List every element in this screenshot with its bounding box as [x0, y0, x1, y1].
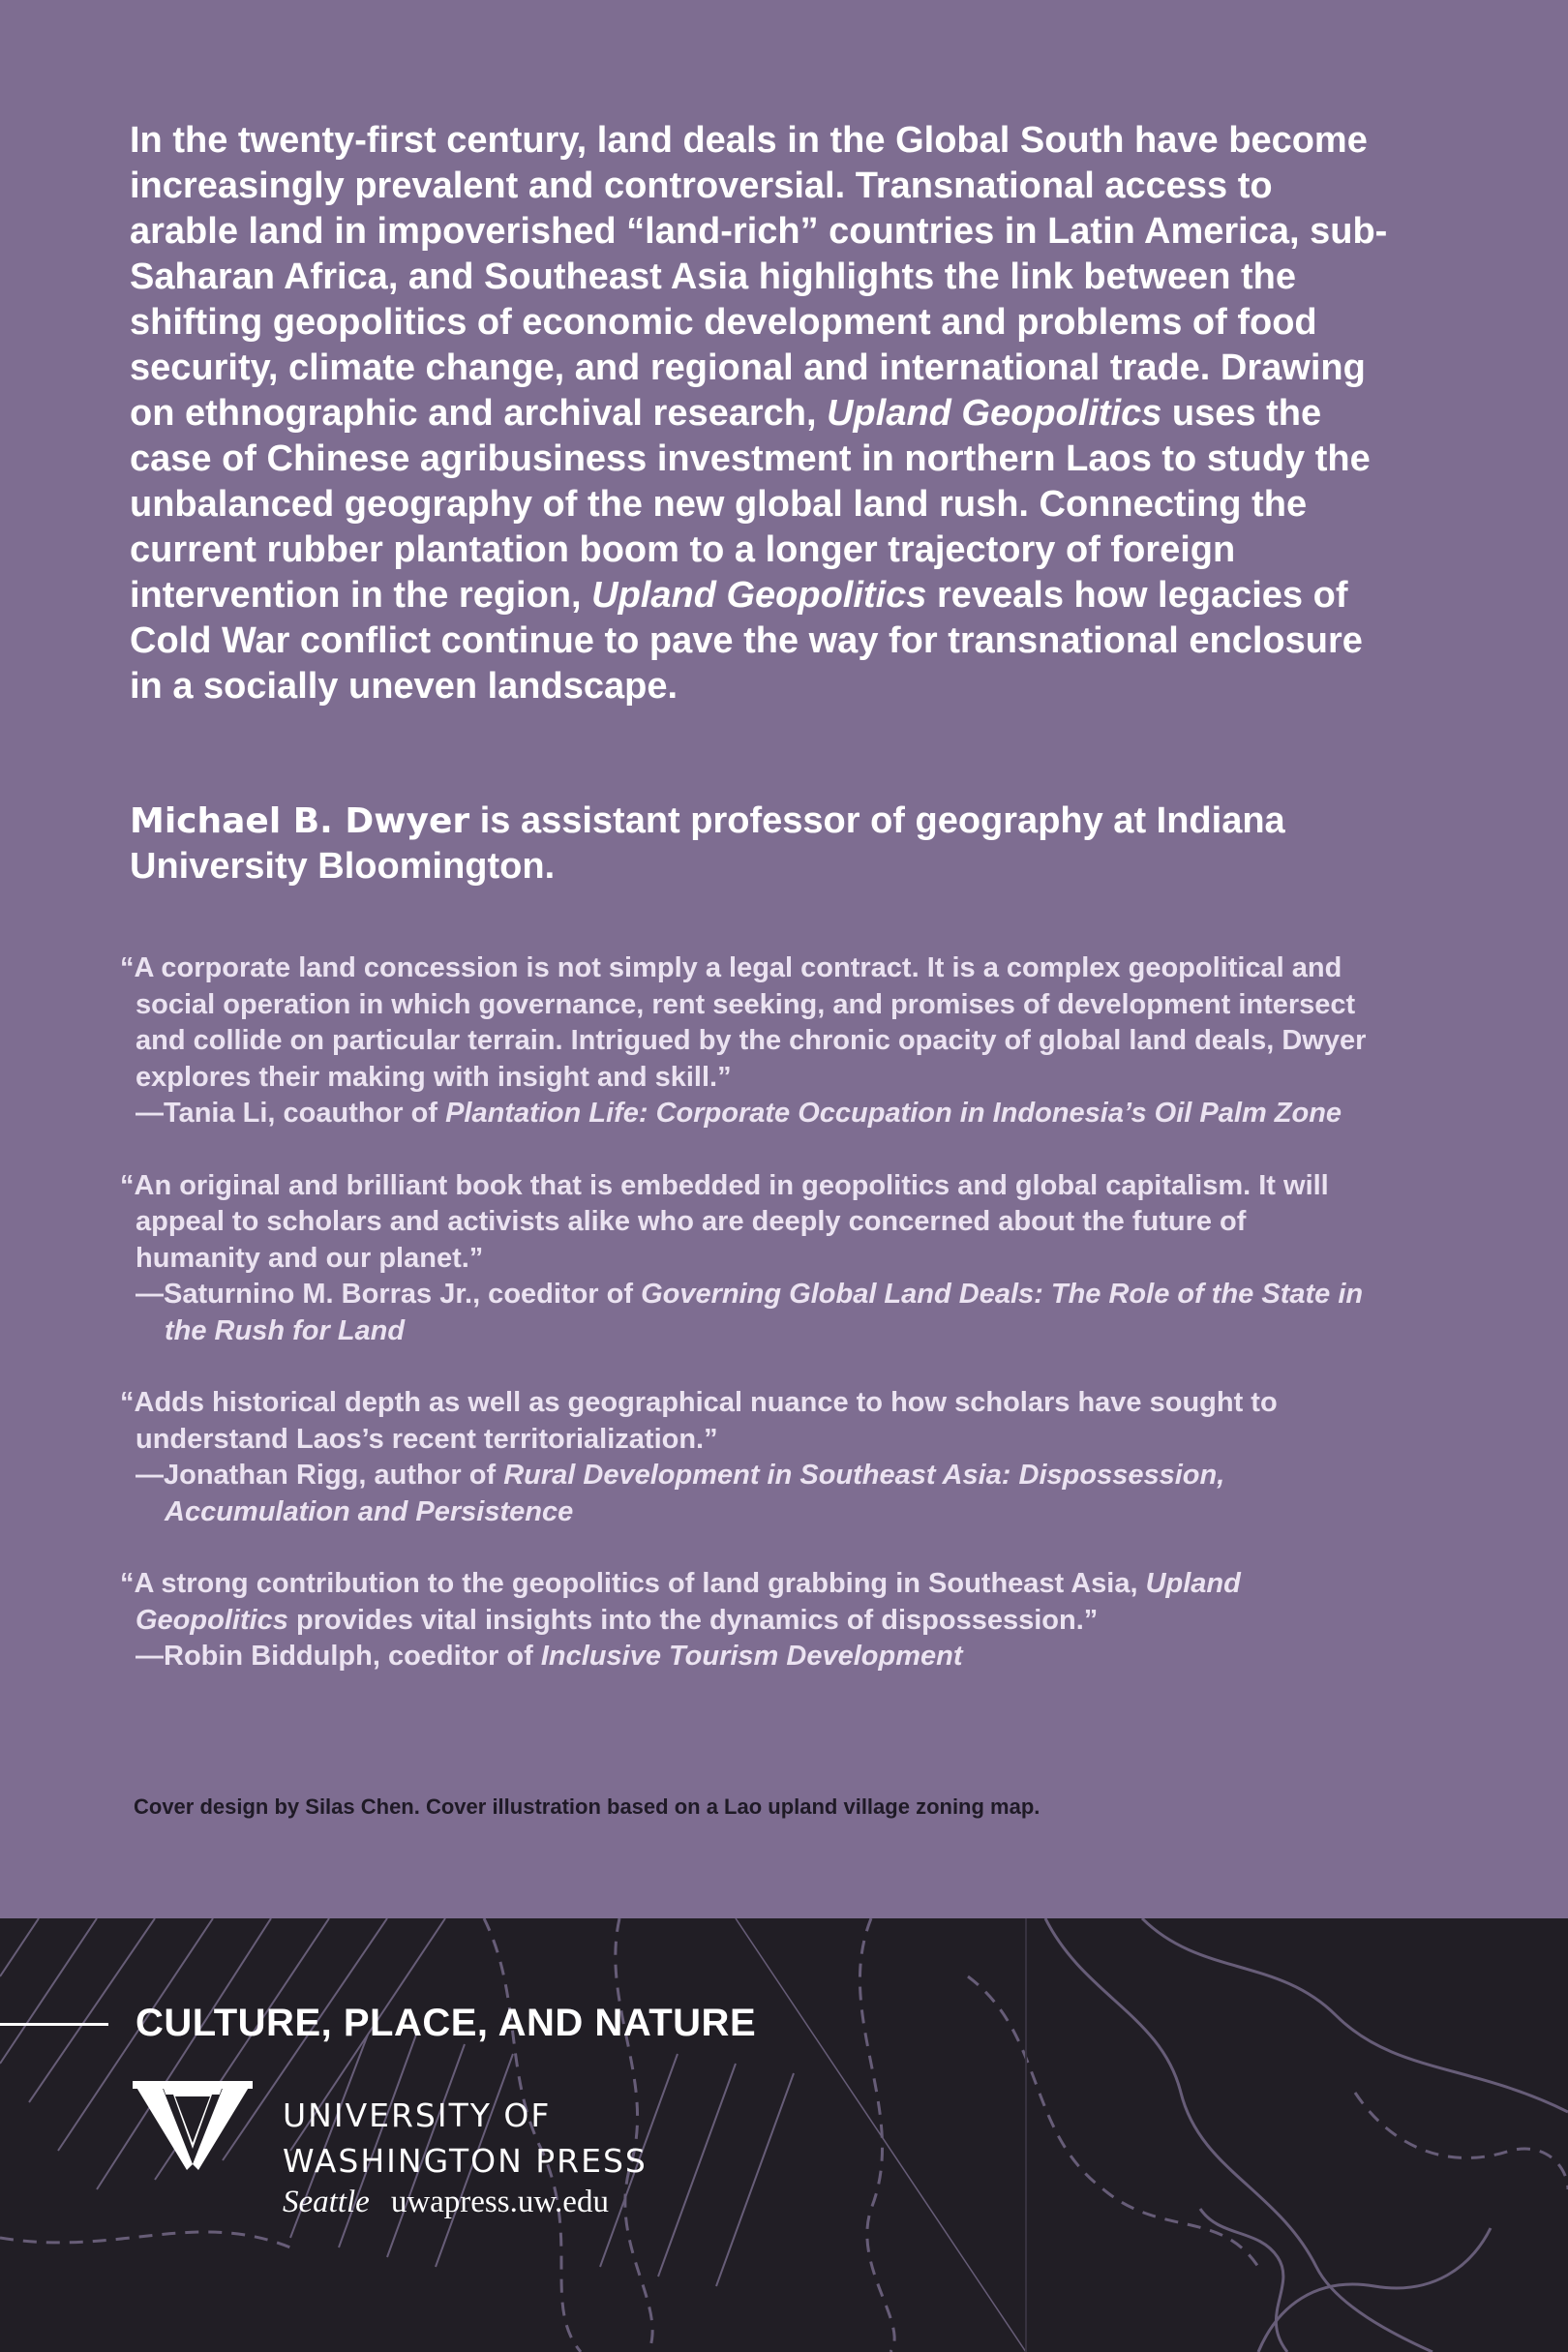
cover-credit: Cover design by Silas Chen. Cover illustration based on a Lao upland village zoning map. [134, 1794, 1040, 1819]
uw-press-logo-icon [133, 2081, 253, 2170]
author-bio-text: is assistant professor of geography at Indiana University Bloomington. [130, 800, 1285, 887]
quote-author: —Robin Biddulph, coeditor of [136, 1641, 541, 1672]
quote-text: “A corporate land concession is not simply a legal contract. It is a complex geopolitical and social operation in which governance, rent seeking, and promises of development intersect and collide on particular terrain. Intrigued by the chronic opacity of global land deals, Dwyer explores their making with insight and skill.” [120, 952, 1367, 1093]
description-text: In the twenty-first century, land deals in the Global South have become increasingly prevalent and controversial. Transnational access to arable land in impoverished “land-rich” countries in Latin America, sub-Saharan Africa, and Southeast Asia highlights the link between the shifting geopolitics of economic development and problems of food security, climate change, and regional and international trade. Drawing on ethnographic and archival research, [130, 120, 1388, 434]
publisher-name-line: UNIVERSITY OF [283, 2096, 552, 2134]
quote-book-title: Rural Development in Southeast Asia: Dispossession, Accumulation and Persistence [165, 1460, 1225, 1527]
endorsement [120, 950, 1378, 1132]
quote-attribution [120, 1458, 1378, 1530]
quote-author: —Saturnino M. Borras Jr., coeditor of [136, 1279, 642, 1310]
quote-book-title: Governing Global Land Deals: The Role of the State in the Rush for Land [165, 1279, 1364, 1346]
quote-book-title: Inclusive Tourism Development [540, 1641, 963, 1672]
quote-text-part: provides vital insights into the dynamics of dispossession.” [287, 1604, 1099, 1636]
quote-book-title: Plantation Life: Corporate Occupation in Indonesia’s Oil Palm Zone [445, 1098, 1342, 1129]
quote-author: —Tania Li, coauthor of [136, 1098, 446, 1129]
publisher-city: Seattle [283, 2185, 370, 2219]
quote-attribution [120, 1639, 1378, 1675]
quote-text: “Adds historical depth as well as geographical nuance to how scholars have sought to understand Laos’s recent territorialization.” [120, 1387, 1278, 1455]
endorsement [120, 1385, 1378, 1530]
description-text: uses the case of Chinese agribusiness investment in northern Laos to study the unbalanced geography of the new global land rush. Connecting the current rubber plantation boom to a longer trajectory of foreign intervention in the region, [130, 393, 1371, 616]
publisher-name [283, 2093, 648, 2184]
author-bio [130, 799, 1388, 890]
quote-book-title: Upland Geopolitics [136, 1568, 1241, 1636]
series-rule [0, 2023, 108, 2026]
book-description [130, 118, 1388, 709]
quote-author: —Jonathan Rigg, author of [136, 1460, 504, 1491]
quote-text-part: “A strong contribution to the geopolitics of land grabbing in Southeast Asia, [120, 1568, 1146, 1599]
publisher-footer [0, 1918, 1568, 2352]
series-title: CULTURE, PLACE, AND NATURE [136, 2002, 757, 2044]
publisher-url: uwapress.uw.edu [390, 2185, 609, 2219]
publisher-name-line: WASHINGTON PRESS [283, 2142, 648, 2180]
quote-text: “An original and brilliant book that is embedded in geopolitics and global capitalism. It will appeal to scholars and activists alike who are deeply concerned about the future of humanity and our planet.” [120, 1169, 1329, 1274]
publisher-location [283, 2185, 609, 2220]
book-title: Upland Geopolitics [591, 575, 927, 616]
book-title: Upland Geopolitics [827, 393, 1162, 434]
endorsements [120, 950, 1378, 1711]
author-name: Michael B. Dwyer [130, 801, 470, 841]
endorsement [120, 1168, 1378, 1350]
quote-attribution [120, 1096, 1378, 1132]
description-text: reveals how legacies of Cold War conflict continue to pave the way for transnational enclosure in a socially uneven landscape. [130, 575, 1363, 707]
endorsement [120, 1566, 1378, 1675]
quote-text [120, 1566, 1378, 1639]
quote-attribution [120, 1277, 1378, 1349]
